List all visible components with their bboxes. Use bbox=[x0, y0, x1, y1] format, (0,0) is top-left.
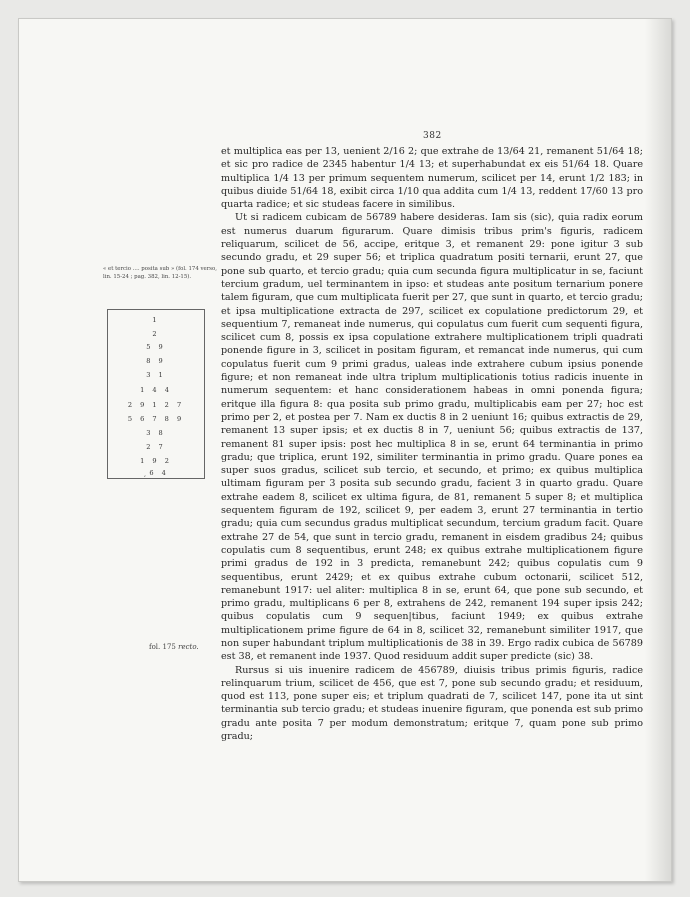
table-row: 1 9 2 bbox=[140, 457, 172, 465]
table-row: 5 6 7 8 9 bbox=[127, 415, 185, 423]
paragraph: Rursus si uis inuenire radicem de 456789, diuisis tribus primis figuris, radice relinquarum trium, scilicet de 456, que est 7, pone sub secundo gradu; et residuum, quod est 113, pone super eis; et triplum quadrati de 7, scilicet 147, pone ita ut sint terminantia sub tercio gradu; et studeas inuenire figuram, que ponenda est sub primo gradu ante posita 7 per modum demonstratum; eritque 7, quam pone sub primo gradu; bbox=[221, 664, 643, 743]
table-row: 2 9 1 2 7 bbox=[127, 401, 185, 409]
table-row: 3 8 bbox=[146, 429, 166, 437]
table-row: ¸6 4 bbox=[143, 469, 169, 477]
folio-suffix: recto. bbox=[178, 643, 199, 651]
folio-prefix: fol. 175 bbox=[149, 643, 179, 651]
page-number: 382 bbox=[423, 131, 442, 141]
paragraph: et multiplica eas per 13, uenient 2/16 2; que extrahe de 13/64 21, remanent 51/64 18; et sic pro radice de 2345 habentur 1/4 13; et superhabundat ex eis 51/64 18. Quare multiplica 1/4 13 per primum sequentem numerum, scilicet per 14, erunt 1/2 183; in quibus diuide 51/64 18, exibit circa 1/10 qua addita cum 1/4 13, reddent 17/60 13 pro quarta radice; et sic studeas facere in similibus. bbox=[221, 146, 643, 211]
page-spine-shadow bbox=[645, 19, 671, 881]
computation-table bbox=[107, 309, 205, 479]
table-row: 8 9 bbox=[146, 357, 166, 365]
margin-note: « et tercio .... posita sub » (fol. 174 verso, lin. 15-24 ; pag. 382, lin. 12-15). bbox=[103, 266, 218, 280]
paragraph: Ut si radicem cubicam de 56789 habere desideras. Iam sis (sic), quia radix eorum est numerus duarum figurarum. Quare dimisis tribus prim's figuris, radicem reliquarum, scilicet de 56, accipe, eritque 3, et remanent 29: pone igitur 3 sub secundo gradu, et 29 super 56; et triplica quadratum positi ternarii, erunt 27, que pone sub quarto, et tercio gradu; quia cum secunda figura multiplicatur in se, faciunt tercium gradum, uel terminantem in ipso: et studeas ante positum ternarium ponere talem figuram, que cum multiplicata fuerit per 27, que sunt in quarto, et tercio gradu; et ipsa multiplicatione extracta de 297, scilicet ex copulatione predictorum 29, et sequentium 7, remaneat inde numerus, qui copulatus cum fuerit cum sequenti figura, scilicet cum 8, possis ex ipsa copulatione extrahere multiplicationem tripli quadrati ponende figure in 3, scilicet in positam figuram, et remancat inde numerus, qui cum copulatus fuerit cum 9 primi gradus, ualeas inde extrahere cubum ipsius ponende figure; et non remaneat inde ultra triplum multiplicationis totius radicis inuente in numerum sequentem: et hanc considerationem habeas in omni ponenda figura; eritque illa figura 8: qua posita sub primo gradu, multiplicabis eam per 27; hoc est primo per 2, et postea per 7. Nam ex ductis 8 in 2 ueniunt 16; quibus extractis de 29, remanent 13 super ipsis; et ex ductis 8 in 7, ueniunt 56; quibus extractis de 137, remanent 81 super ipsis: post hec multiplica 8 in se, erunt 64 terminantia in primo gradu; que triplica, erunt 192, similiter terminantia in primo gradu. Quare pones ea super suos gradus, scilicet sub tercio, et secundo, et primo; ex quibus multiplica ultimam figuram per 3 posita sub secundo gradu, facient 3 in quarto gradu. Quare extrahe eadem 8, scilicet ex ultima figura, de 81, remanent 5 super 8; et multiplica sequentem figuram de 192, scilicet 9, per eadem 3, erunt 27 terminantia in tertio gradu; quia cum secundus gradus multiplicat secundum, tercium gradum facit. Quare extrahe 27 de 54, que sunt in tercio gradu, remanent in eisdem gradibus 24; quibus copulatis cum 8 sequentibus, erunt 248; ex quibus extrahe multiplicationem figure primi gradus de 192 in 3 predicta, remanebunt 242; quibus copulatis cum 9 sequentibus, erunt 2429; et ex quibus extrahe cubum octonarii, scilicet 512, remanebunt 1917: uel aliter: multiplica 8 in se, erunt 64, que pone sub secundo, et primo gradu, multiplicans 6 per 8, extrahens de 242, remanent 194 super ipsis 242; quibus copulatis cum 9 sequen|tibus, faciunt 1949; ex quibus extrahe multiplicationem prime figure de 64 in 8, scilicet 32, remanebunt similiter 1917, que non super habundant triplum multiplicationis de 38 in 39. Ergo radix cubica de 56789 est 38, et remanent inde 1937. Quod residuum addit super predicte (sic) 38. bbox=[221, 212, 643, 663]
table-row: 1 4 4 bbox=[140, 386, 172, 394]
main-text-column bbox=[221, 145, 643, 743]
table-row: 3 1 bbox=[146, 371, 166, 379]
manuscript-page bbox=[18, 18, 672, 882]
table-row: 1 bbox=[152, 316, 160, 324]
table-row: 2 bbox=[152, 330, 160, 338]
table-row: 2 7 bbox=[146, 443, 166, 451]
table-row: 5 9 bbox=[146, 343, 166, 351]
folio-reference bbox=[149, 643, 199, 651]
